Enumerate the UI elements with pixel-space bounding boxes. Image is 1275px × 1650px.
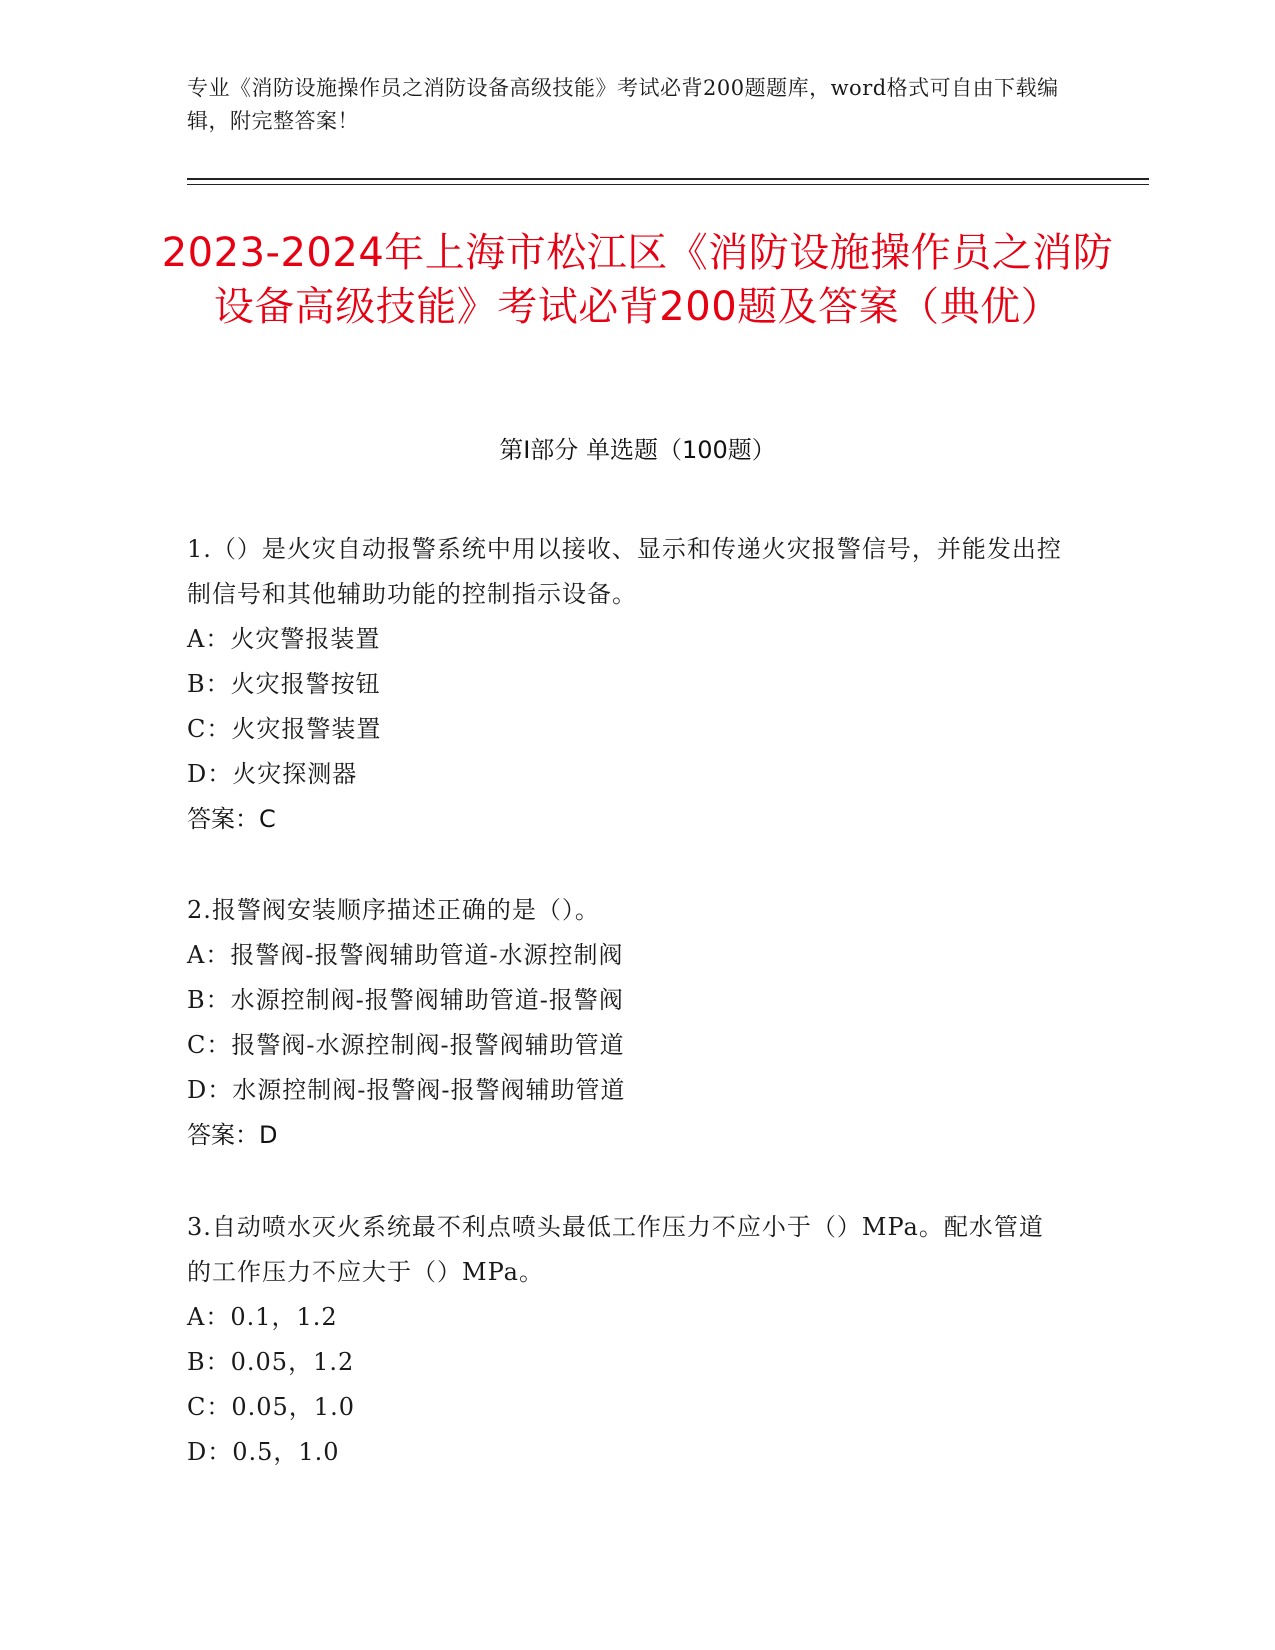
question-stem: 2.报警阀安装顺序描述正确的是（）。 [187, 896, 600, 924]
answer: 答案：C [187, 805, 276, 833]
option-b: B：火灾报警按钮 [187, 670, 381, 698]
header-divider-thin [187, 184, 1149, 185]
question-2 [187, 888, 1067, 1158]
document-title: 2023-2024年上海市松江区《消防设施操作员之消防设备高级技能》考试必背200题及答案（典优） [161, 230, 1114, 330]
option-d: D：0.5，1.0 [187, 1438, 340, 1466]
option-a: A：火灾警报装置 [187, 625, 381, 653]
question-stem: 1.（）是火灾自动报警系统中用以接收、显示和传递火灾报警信号，并能发出控制信号和其他辅助功能的控制指示设备。 [187, 535, 1062, 608]
answer: 答案：D [187, 1121, 278, 1149]
header-note: 专业《消防设施操作员之消防设备高级技能》考试必背200题题库，word格式可自由下载编辑，附完整答案！ [187, 76, 1059, 133]
option-b: B：水源控制阀-报警阀辅助管道-报警阀 [187, 986, 624, 1014]
section-heading: 第Ⅰ部分 单选题（100题） [499, 436, 776, 464]
option-c: C：0.05，1.0 [187, 1393, 355, 1421]
question-1 [187, 527, 1067, 842]
option-c: C：火灾报警装置 [187, 715, 382, 743]
question-3 [187, 1205, 1067, 1475]
option-d: D：火灾探测器 [187, 760, 358, 788]
option-b: B：0.05，1.2 [187, 1348, 355, 1376]
option-a: A：0.1，1.2 [187, 1303, 338, 1331]
option-c: C：报警阀-水源控制阀-报警阀辅助管道 [187, 1031, 625, 1059]
option-a: A：报警阀-报警阀辅助管道-水源控制阀 [187, 941, 624, 969]
header-divider-thick [187, 178, 1149, 180]
question-stem: 3.自动喷水灭火系统最不利点喷头最低工作压力不应小于（）MPa。配水管道的工作压力不应大于（）MPa。 [187, 1213, 1044, 1286]
option-d: D：水源控制阀-报警阀-报警阀辅助管道 [187, 1076, 626, 1104]
